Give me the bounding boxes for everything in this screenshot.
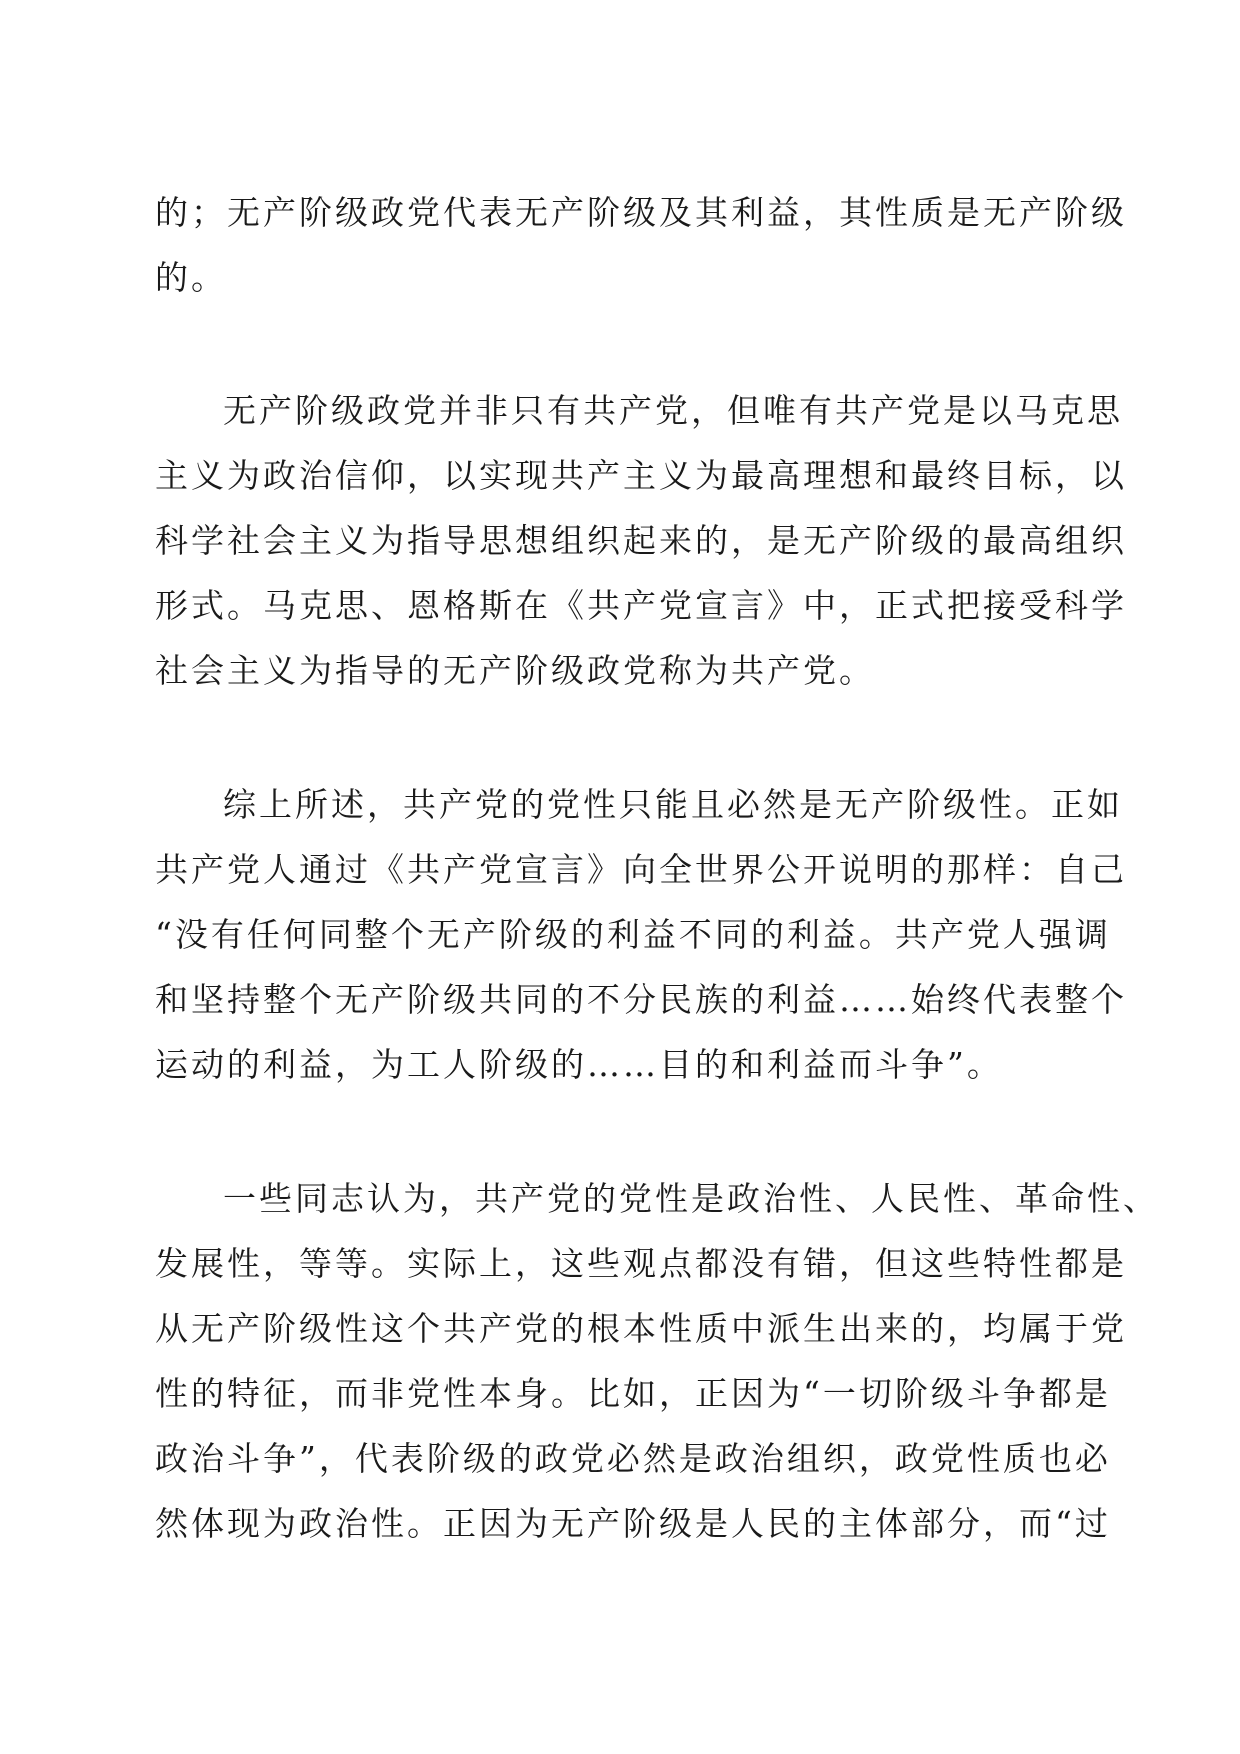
paragraph-2 — [155, 378, 1127, 703]
text-line: 的；无产阶级政党代表无产阶级及其利益，其性质是无产阶级 — [155, 193, 1127, 232]
text-line: 和坚持整个无产阶级共同的不分民族的利益……始终代表整个 — [155, 980, 1127, 1019]
text-line: 综上所述，共产党的党性只能且必然是无产阶级性。正如 — [223, 785, 1123, 824]
text-line: “没有任何同整个无产阶级的利益不同的利益。共产党人强调 — [155, 915, 1111, 954]
text-line: 主义为政治信仰，以实现共产主义为最高理想和最终目标，以 — [155, 456, 1127, 495]
text-line: 政治斗争”，代表阶级的政党必然是政治组织，政党性质也必 — [155, 1439, 1111, 1478]
text-line: 性的特征，而非党性本身。比如，正因为“一切阶级斗争都是 — [155, 1374, 1111, 1413]
text-line: 无产阶级政党并非只有共产党，但唯有共产党是以马克思 — [223, 391, 1123, 430]
text-line: 然体现为政治性。正因为无产阶级是人民的主体部分，而“过 — [155, 1504, 1111, 1543]
text-line: 的。 — [155, 258, 227, 297]
text-line: 运动的利益，为工人阶级的……目的和利益而斗争”。 — [155, 1045, 1003, 1084]
text-line: 形式。马克思、恩格斯在《共产党宣言》中，正式把接受科学 — [155, 586, 1127, 625]
paragraph-3 — [155, 772, 1127, 1097]
text-line: 共产党人通过《共产党宣言》向全世界公开说明的那样：自己 — [155, 850, 1127, 889]
text-line: 发展性，等等。实际上，这些观点都没有错，但这些特性都是 — [155, 1244, 1127, 1283]
text-line: 从无产阶级性这个共产党的根本性质中派生出来的，均属于党 — [155, 1309, 1127, 1348]
text-line: 科学社会主义为指导思想组织起来的，是无产阶级的最高组织 — [155, 521, 1127, 560]
text-line: 社会主义为指导的无产阶级政党称为共产党。 — [155, 651, 875, 690]
paragraph-4 — [155, 1166, 1159, 1556]
text-line: 一些同志认为，共产党的党性是政治性、人民性、革命性、 — [223, 1179, 1159, 1218]
paragraph-1 — [155, 180, 1127, 310]
